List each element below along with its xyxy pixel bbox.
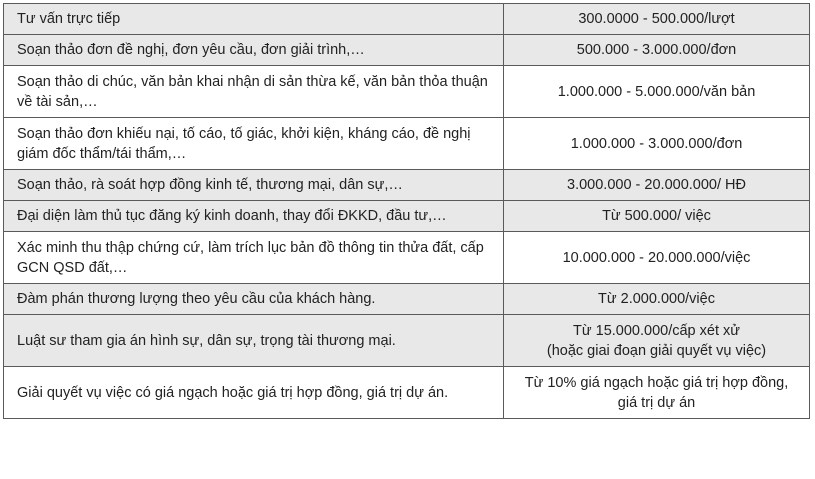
service-cell: Đại diện làm thủ tục đăng ký kinh doanh, thay đổi ĐKKD, đầu tư,… — [4, 201, 504, 232]
fee-cell: 500.000 - 3.000.000/đơn — [504, 35, 810, 66]
service-cell: Tư vấn trực tiếp — [4, 4, 504, 35]
service-cell: Luật sư tham gia án hình sự, dân sự, trọng tài thương mại. — [4, 315, 504, 367]
table-row — [4, 66, 810, 118]
service-cell: Soạn thảo di chúc, văn bản khai nhận di sản thừa kế, văn bản thỏa thuận về tài sản,… — [4, 66, 504, 118]
fee-cell: Từ 2.000.000/việc — [504, 284, 810, 315]
fee-cell — [504, 315, 810, 367]
fee-cell: 10.000.000 - 20.000.000/việc — [504, 232, 810, 284]
table-row — [4, 170, 810, 201]
legal-fee-table — [3, 3, 810, 419]
table-row — [4, 118, 810, 170]
fee-line: (hoặc giai đoạn giải quyết vụ việc) — [546, 342, 767, 359]
table-row — [4, 315, 810, 367]
fee-cell: 1.000.000 - 5.000.000/văn bản — [504, 66, 810, 118]
table-row — [4, 4, 810, 35]
fee-cell — [504, 367, 810, 419]
table-row — [4, 367, 810, 419]
table-row — [4, 35, 810, 66]
service-cell: Soạn thảo, rà soát hợp đồng kinh tế, thương mại, dân sự,… — [4, 170, 504, 201]
fee-cell: 3.000.000 - 20.000.000/ HĐ — [504, 170, 810, 201]
service-cell: Soạn thảo đơn khiếu nại, tố cáo, tố giác, khởi kiện, kháng cáo, đề nghị giám đốc thẩm/tái thẩm,… — [4, 118, 504, 170]
service-cell: Xác minh thu thập chứng cứ, làm trích lục bản đồ thông tin thửa đất, cấp GCN QSD đất,… — [4, 232, 504, 284]
table-row — [4, 201, 810, 232]
service-cell: Giải quyết vụ việc có giá ngạch hoặc giá trị hợp đồng, giá trị dự án. — [4, 367, 504, 419]
fee-cell: 1.000.000 - 3.000.000/đơn — [504, 118, 810, 170]
fee-line: Từ 15.000.000/cấp xét xử — [573, 322, 740, 339]
table-row — [4, 284, 810, 315]
fee-line: Từ 10% giá ngạch hoặc giá trị hợp đồng, — [524, 374, 789, 391]
fee-cell: Từ 500.000/ việc — [504, 201, 810, 232]
service-cell: Soạn thảo đơn đề nghị, đơn yêu cầu, đơn giải trình,… — [4, 35, 504, 66]
fee-cell: 300.0000 - 500.000/lượt — [504, 4, 810, 35]
fee-line: giá trị dự án — [617, 394, 696, 411]
table-row — [4, 232, 810, 284]
service-cell: Đàm phán thương lượng theo yêu cầu của khách hàng. — [4, 284, 504, 315]
